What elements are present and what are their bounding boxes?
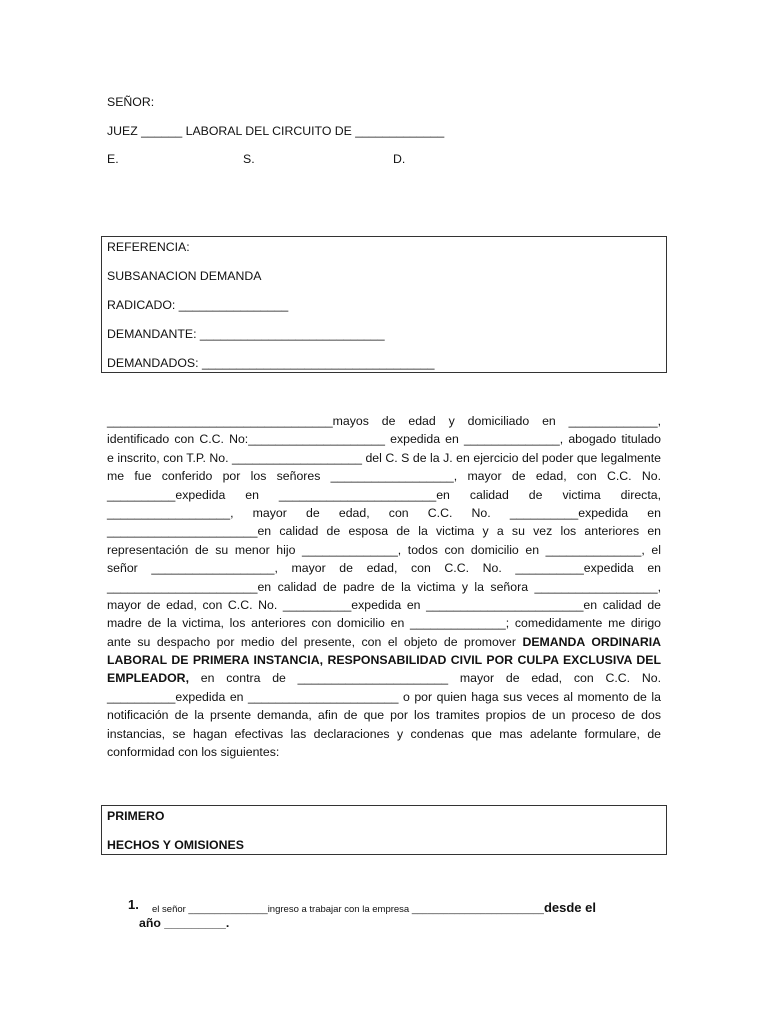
body-line-with-bold <box>107 669 661 687</box>
body-line-text: ante su despacho por medio del presente, con el objeto de promover <box>107 634 516 649</box>
body-line: ______________________en calidad de esposa de la victima y a su vez los anteriores en <box>107 524 661 539</box>
body-line: _________________________________mayos de edad y domiciliado en _____________, <box>107 414 661 428</box>
letter-s: S. <box>243 152 255 166</box>
body-line: señor __________________, mayor de edad, con C.C. No. __________expedida en <box>107 561 661 576</box>
reference-label: REFERENCIA: <box>107 240 190 254</box>
item-text-small: el señor _______________ingreso a trabajar con la empresa _________________________ <box>152 904 544 915</box>
body-line: instancias, se hagan efectivas las declaraciones y condenas que mas adelante formulare, de <box>107 726 661 741</box>
bold-demand-line: LABORAL DE PRIMERA INSTANCIA, RESPONSABILIDAD CIVIL POR CULPA EXCLUSIVA DEL <box>107 653 661 668</box>
item-line-1 <box>152 900 596 915</box>
item-number: 1. <box>128 897 139 912</box>
body-line: conformidad con los siguientes: <box>107 745 280 760</box>
letter-e: E. <box>107 152 119 166</box>
addressee: SEÑOR: <box>107 95 155 109</box>
body-line: madre de la victima, los anteriores con domicilio en ______________; comedidamente me dirigo <box>107 616 661 631</box>
demandados-line: DEMANDADOS: __________________________________ <box>107 356 435 370</box>
body-line: ______________________en calidad de padre de la victima y la señora __________________, <box>107 579 661 594</box>
body-line: e inscrito, con T.P. No. ___________________ del C. S de la J. en ejercicio del poder que legalmente <box>107 450 661 465</box>
reference-box <box>101 236 667 373</box>
body-line-text: en contra de ______________________ mayor de edad, con C.C. No. <box>200 671 661 686</box>
body-line: __________expedida en _______________________en calidad de victima directa, <box>107 487 661 502</box>
section-subtitle: HECHOS Y OMISIONES <box>107 838 244 852</box>
body-paragraph <box>107 412 661 761</box>
body-line: mayor de edad, con C.C. No. __________expedida en _______________________en calidad de <box>107 597 661 612</box>
body-line: me fue conferido por los señores __________________, mayor de edad, con C.C. No. <box>107 469 661 484</box>
section-box <box>101 805 667 855</box>
body-line: representación de su menor hijo ______________, todos con domicilio en ______________, el <box>107 542 661 557</box>
item-line-2: año _________. <box>139 916 230 930</box>
judge-line: JUEZ ______ LABORAL DEL CIRCUITO DE _____________ <box>107 124 445 138</box>
body-line: __________________, mayor de edad, con C.C. No. __________expedida en <box>107 505 661 520</box>
item-text-big: desde el <box>543 900 596 915</box>
body-line: __________expedida en ______________________ o por quien haga sus veces al momento de la <box>107 689 661 704</box>
section-title: PRIMERO <box>107 809 165 823</box>
body-line-with-bold <box>107 633 661 651</box>
radicado-line: RADICADO: ________________ <box>107 298 289 312</box>
reference-subject: SUBSANACION DEMANDA <box>107 269 262 283</box>
demandante-line: DEMANDANTE: ___________________________ <box>107 327 385 341</box>
letter-d: D. <box>393 152 406 166</box>
bold-demand-b: EMPLEADOR, <box>107 671 189 686</box>
body-line: identificado con C.C. No:____________________ expedida en ______________, abogado titulado <box>107 432 661 447</box>
bold-demand-a: DEMANDA ORDINARIA <box>522 634 662 649</box>
body-line: notificación de la prsente demanda, afin de que por los tramites propios de un proceso de dos <box>107 708 661 723</box>
